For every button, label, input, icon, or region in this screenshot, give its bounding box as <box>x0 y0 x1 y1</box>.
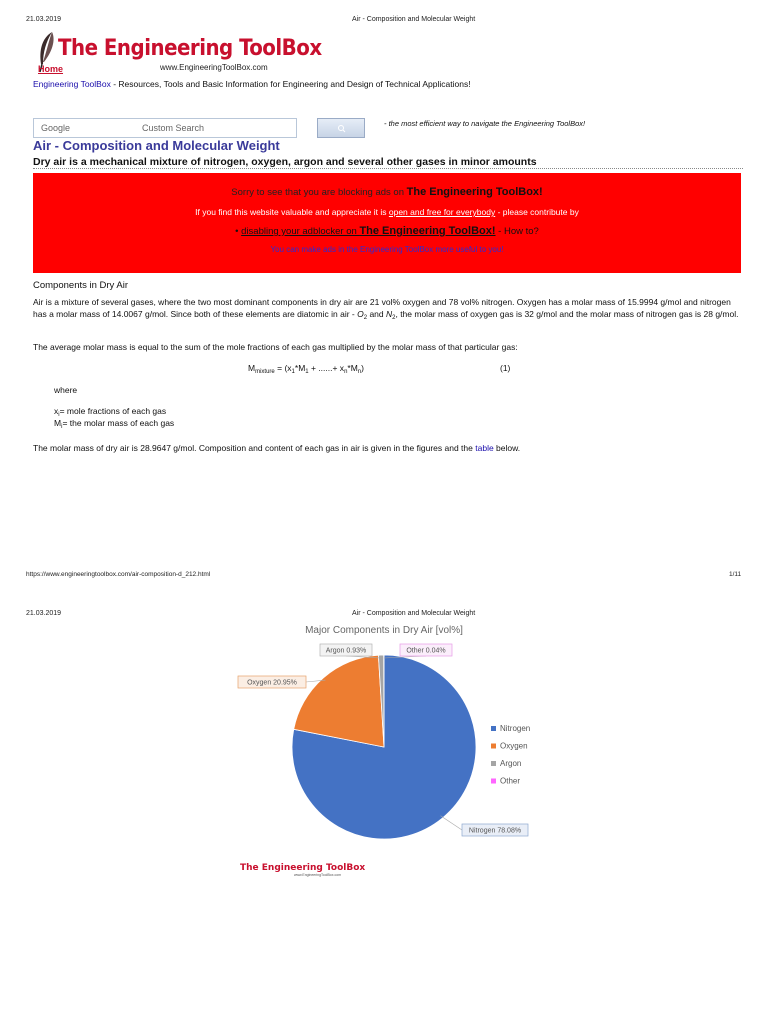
page-number: 1/11 <box>729 571 742 578</box>
legend-swatch <box>491 726 496 731</box>
data-label-text: Oxygen 20.95% <box>247 679 297 687</box>
search-hint: - the most efficient way to navigate the Engineering ToolBox! <box>384 119 586 128</box>
print-title: Air - Composition and Molecular Weight <box>352 16 476 23</box>
watermark-url: www.EngineeringToolBox.com <box>294 873 342 877</box>
paragraph-3: The molar mass of dry air is 28.9647 g/mol. Composition and content of each gas in air is given in the figures and the table below. <box>33 443 521 453</box>
pie-chart-svg <box>236 618 540 880</box>
watermark-title: The Engineering ToolBox <box>240 863 366 873</box>
print-title-page2: Air - Composition and Molecular Weight <box>352 610 476 617</box>
data-label-nitrogen <box>441 816 528 836</box>
leader-line <box>441 816 462 830</box>
data-label-oxygen <box>238 676 325 688</box>
tagline-link[interactable]: Engineering ToolBox <box>33 79 111 89</box>
logo-title[interactable]: The Engineering ToolBox <box>58 36 322 61</box>
print-url: https://www.engineeringtoolbox.com/air-composition-d_212.html <box>26 571 211 578</box>
legend-swatch <box>491 744 496 749</box>
tagline-text: - Resources, Tools and Basic Information for Engineering and Design of Technical Applications! <box>110 79 471 89</box>
brand-name: The Engineering ToolBox! <box>406 186 543 198</box>
data-label-text: Argon 0.93% <box>325 647 367 655</box>
google-label: Google <box>41 123 71 133</box>
adblock-line4: You can make ads in the Engineering ToolBox more useful to you! <box>270 245 504 254</box>
home-link[interactable]: Home <box>38 64 64 74</box>
search-button[interactable] <box>317 118 365 138</box>
legend-label: Other <box>500 776 521 786</box>
search-placeholder: Custom Search <box>142 123 205 133</box>
print-date: 21.03.2019 <box>26 16 62 23</box>
data-label-text: Other 0.04% <box>406 647 446 655</box>
paragraph-1: Air is a mixture of several gases, where the two most dominant components in dry air are 21 vol% oxygen and 78 vol% nitrogen. Oxygen has a molar mass of 15.9994 g/mol and nitrogen has a molar mass of 14.0067 g/mol. Since both of these elements are diatomic in air - $O_2$ and $N_2$, the molar mass of oxygen gas is 32 g/mol and the molar mass of nitrogen gas is 28 g/mol. <box>33 297 739 321</box>
search-icon <box>318 119 366 139</box>
definition-m: $M_i=$ the molar mass of each gas <box>54 418 175 430</box>
adblock-line2: If you find this website valuable and appreciate it is open and free for everybody - please contribute by <box>195 207 579 217</box>
data-label-text: Nitrogen 78.08% <box>468 827 522 835</box>
equation-number: (1) <box>500 363 511 373</box>
where-label: where <box>54 385 78 395</box>
adblock-notice <box>33 173 741 273</box>
paragraph-2: The average molar mass is equal to the sum of the mole fractions of each gas multiplied by the molar mass of that particular gas: <box>33 342 518 352</box>
legend-swatch <box>491 761 496 766</box>
divider <box>33 168 743 169</box>
definition-x: $x_i=$ mole fractions of each gas <box>54 406 167 418</box>
legend-item-other <box>491 777 520 786</box>
legend-item-argon <box>491 759 521 768</box>
logo-url: www.EngineeringToolBox.com <box>160 63 268 72</box>
print-date-page2: 21.03.2019 <box>26 610 62 617</box>
equation: $M_{mixture} = (x_1*M_1$ + ......+ $x_n*M_n$) <box>248 363 364 375</box>
adblock-line1: Sorry to see that you are blocking ads on The Engineering ToolBox! <box>231 186 543 198</box>
legend-label: Oxygen <box>500 741 528 751</box>
open-free-link[interactable]: open and free for everybody <box>388 207 496 217</box>
section-heading: Components in Dry Air <box>33 280 129 291</box>
adblock-line3: • disabling your adblocker on The Engineering ToolBox! - How to? <box>235 225 539 237</box>
legend-label: Nitrogen <box>500 724 531 733</box>
site-tagline <box>33 79 471 89</box>
legend-label: Argon <box>500 759 522 768</box>
chart-title: Major Components in Dry Air [vol%] <box>305 625 463 636</box>
table-link[interactable]: table <box>475 443 494 453</box>
data-label-argon <box>320 644 381 658</box>
legend-item-oxygen <box>491 742 528 751</box>
legend-item-nitrogen <box>491 724 530 733</box>
search-input[interactable] <box>33 118 297 138</box>
page-title: Air - Composition and Molecular Weight <box>33 138 280 153</box>
lead-sentence: Dry air is a mechanical mixture of nitrogen, oxygen, argon and several other gases in minor amounts <box>33 156 537 168</box>
how-to-link[interactable]: - How to? <box>495 226 539 237</box>
pie-chart <box>236 618 540 880</box>
legend-swatch <box>491 779 496 784</box>
disable-adblocker-link[interactable]: disabling your adblocker on The Engineering ToolBox! <box>241 225 496 237</box>
